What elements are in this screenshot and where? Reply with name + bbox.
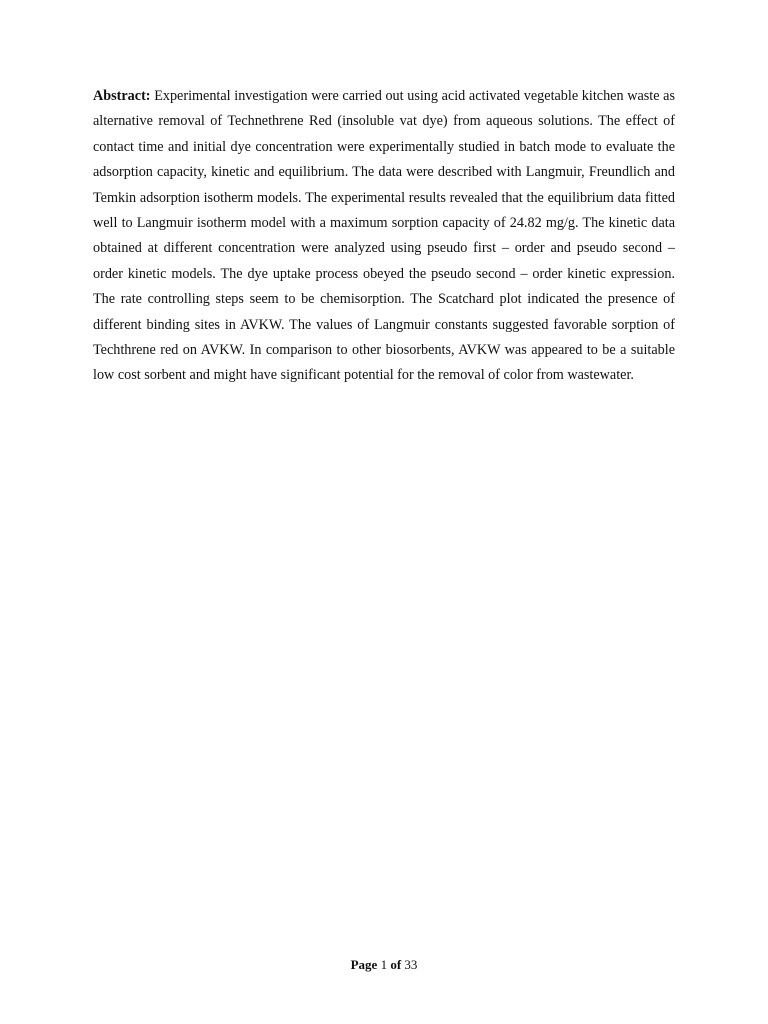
abstract-label: Abstract: xyxy=(93,88,151,104)
abstract-paragraph xyxy=(93,84,675,389)
page-footer xyxy=(0,957,768,973)
abstract-body: Experimental investigation were carried out using acid activated vegetable kitchen waste as alternative removal of Technethrene Red (insoluble vat dye) from aqueous solutions. The effect of contact time and initial dye concentration were experimentally studied in batch mode to evaluate the adsorption capacity, kinetic and equilibrium. The data were described with Langmuir, Freundlich and Temkin adsorption isotherm models. The experimental results revealed that the equilibrium data fitted well to Langmuir isotherm model with a maximum sorption capacity of 24.82 mg/g. The kinetic data obtained at different concentration were analyzed using pseudo first – order and pseudo second – order kinetic models. The dye uptake process obeyed the pseudo second – order kinetic expression. The rate controlling steps seem to be chemisorption. The Scatchard plot indicated the presence of different binding sites in AVKW. The values of Langmuir constants suggested favorable sorption of Techthrene red on AVKW. In comparison to other biosorbents, AVKW was appeared to be a suitable low cost sorbent and might have significant potential for the removal of color from wastewater. xyxy=(93,88,675,384)
footer-of-word: of xyxy=(390,957,402,972)
footer-page-word: Page xyxy=(350,957,378,972)
footer-total-pages: 33 xyxy=(404,957,418,972)
footer-current-page: 1 xyxy=(380,957,388,972)
